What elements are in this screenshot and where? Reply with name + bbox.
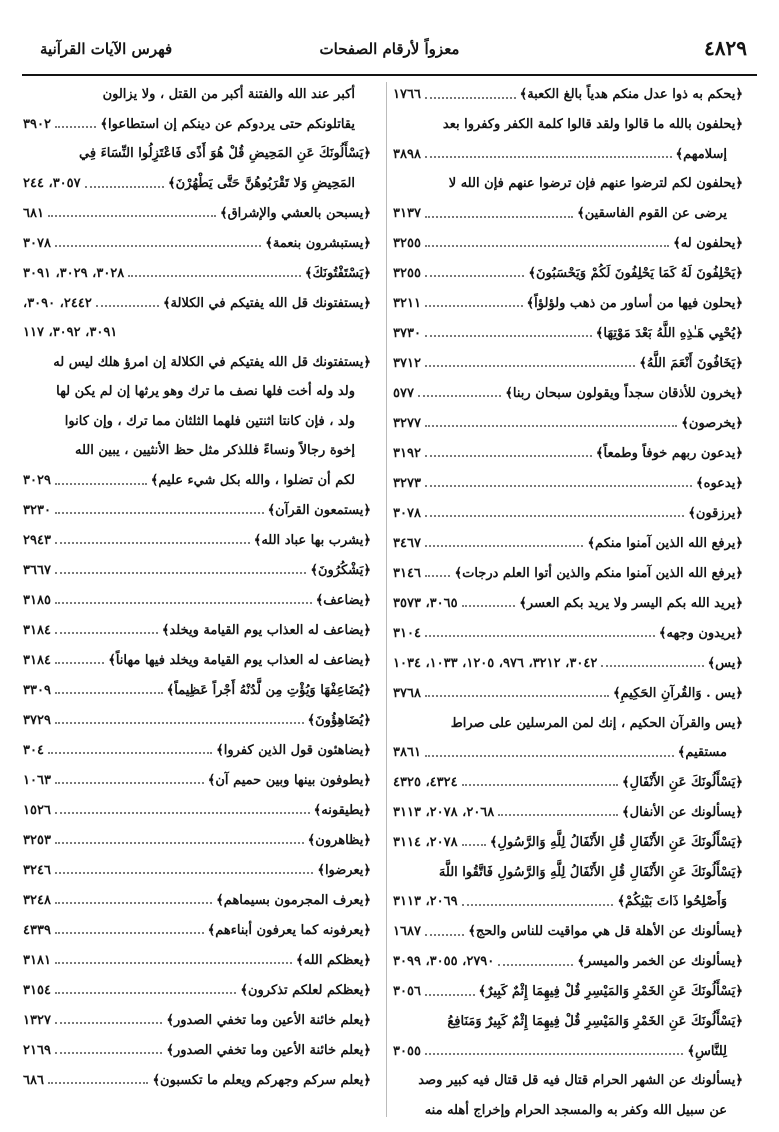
page-refs: ٣١٣٧	[393, 206, 421, 222]
entry-text: ﴿يظاهرون﴾	[307, 832, 371, 848]
page-refs: ٣٧٣٠	[393, 325, 421, 341]
entry-text: ﴿يطيقونه﴾	[313, 802, 371, 818]
index-entry	[23, 826, 371, 856]
index-entry	[393, 228, 743, 258]
page-refs: ٣١٤٦	[393, 565, 421, 581]
page-header	[22, 36, 757, 80]
entry-text: ﴿يس﴾	[707, 655, 743, 671]
entry-text: ﴿يَسْتَفْتُونَكَ﴾	[304, 265, 371, 281]
index-entry	[393, 947, 743, 977]
index-entry	[23, 586, 371, 616]
page-refs: ٢٩٤٣	[23, 532, 51, 548]
entry-line	[23, 198, 371, 228]
index-entry	[393, 318, 743, 348]
entry-line	[23, 110, 371, 140]
entry-line	[393, 738, 743, 768]
leader-dots	[85, 186, 164, 188]
entry-line	[393, 768, 743, 798]
leader-dots	[425, 635, 655, 637]
entry-line	[393, 618, 743, 648]
entry-text: ﴿يخرصون﴾	[681, 415, 743, 431]
entry-text: ﴿يضاعف﴾	[315, 592, 371, 608]
leader-dots	[425, 97, 516, 99]
leader-dots	[425, 305, 523, 307]
page-refs: ٣١٠٤	[393, 625, 421, 641]
page-refs: ٣٢٥٥	[393, 265, 421, 281]
entry-line	[393, 648, 743, 678]
index-entry	[393, 288, 743, 318]
page-refs: ٣٢٤٨	[23, 892, 51, 908]
page-refs: ٢١٦٩	[23, 1042, 51, 1058]
entry-line	[23, 706, 371, 736]
entry-line	[23, 826, 371, 856]
leader-dots	[418, 395, 501, 397]
entry-line	[23, 736, 371, 766]
leader-dots	[96, 305, 159, 307]
index-entry	[393, 678, 743, 708]
entry-text: ﴿يضاهئون قول الذين كفروا﴾	[216, 742, 371, 758]
entry-text: ﴿يعلم خائنة الأعين وما تخفي الصدور﴾	[166, 1042, 371, 1058]
entry-line	[393, 828, 743, 858]
index-entry	[393, 917, 743, 947]
entry-text: ﴿يضاعف له العذاب يوم القيامة ويخلد﴾	[161, 622, 371, 638]
leader-dots	[55, 602, 312, 604]
entry-text: ﴿يخرون للأذقان سجداً ويقولون سبحان ربنا﴾	[505, 385, 743, 401]
entry-text: ﴿يدعون ربهم خوفاً وطمعاً﴾	[595, 445, 743, 461]
page-refs-continued: ٣٠٩١، ٣٠٩٢، ١١٧	[23, 325, 118, 341]
entry-line	[393, 558, 743, 588]
index-entry	[23, 856, 371, 886]
page-refs: ٤٣٢٤، ٤٣٢٥	[393, 774, 458, 790]
entry-text-continued: إسلامهم﴾	[675, 146, 727, 162]
index-entry	[393, 169, 743, 228]
entry-text: ﴿يعلم خائنة الأعين وما تخفي الصدور﴾	[166, 1012, 371, 1028]
index-entry	[393, 648, 743, 678]
entry-line	[393, 228, 743, 258]
index-entry	[23, 288, 371, 347]
entry-text: ﴿يريدون وجهه﴾	[658, 625, 743, 641]
entry-text-continued: أكبر عند الله والفتنة أكبر من القتل ، ولا يزالون	[102, 87, 355, 102]
leader-dots	[55, 632, 158, 634]
page-refs: ٣٦٦٧	[23, 562, 51, 578]
entry-line	[393, 798, 743, 828]
page-refs: ٣١٥٤	[23, 982, 51, 998]
page-refs: ٣٠٤	[23, 742, 44, 758]
entry-line	[23, 169, 371, 199]
entry-text: ﴿يُضَاهِؤُونَ﴾	[307, 712, 371, 728]
page-refs: ٤٣٣٩	[23, 922, 51, 938]
entry-text: ﴿يحلفون له﴾	[673, 235, 743, 251]
page-refs: ٣٢١١	[393, 295, 421, 311]
entry-text: ﴿يرفع الله الذين آمنوا منكم﴾	[587, 535, 743, 551]
index-entry	[393, 798, 743, 828]
index-entry	[23, 139, 371, 198]
page-refs: ٣٢٧٣	[393, 475, 421, 491]
entry-line	[23, 766, 371, 796]
page-refs: ٣٨٦١	[393, 745, 421, 761]
entry-text: ﴿يسألونك عن الخمر والميسر﴾	[577, 954, 743, 970]
entry-text-continued: عن سبيل الله وكفر به والمسجد الحرام وإخراج أهله منه	[424, 1102, 727, 1118]
leader-dots	[55, 872, 313, 874]
index-entry	[393, 438, 743, 468]
page-refs: ٣٠٥٥	[393, 1043, 421, 1059]
entry-line	[393, 947, 743, 977]
index-entry	[393, 498, 743, 528]
page-refs: ٣١٨٥	[23, 592, 51, 608]
leader-dots	[55, 126, 96, 128]
entry-line	[23, 616, 371, 646]
index-entry	[393, 618, 743, 648]
entry-line	[23, 676, 371, 706]
page-refs: ١٧٦٦	[393, 87, 421, 103]
page-refs: ٦٨١	[23, 205, 44, 221]
entry-text: ﴿يستفتونك قل الله يفتيكم في الكلالة﴾	[162, 295, 371, 311]
leader-dots	[55, 842, 304, 844]
entry-text: ﴿يعرف المجرمون بسيماهم﴾	[216, 892, 371, 908]
leader-dots	[462, 605, 516, 607]
leader-dots	[55, 1022, 162, 1024]
page-refs: ٣٠٥٦	[393, 984, 421, 1000]
entry-text-continued: المَحِيضِ وَلا تَقْرَبُوهُنَّ حَتَّى يَطْهُرْنَ﴾	[168, 176, 355, 192]
entry-text: ﴿يدعوه﴾	[696, 475, 743, 491]
entry-text: ﴿يعظكم الله﴾	[296, 952, 371, 968]
page-refs: ٣٠٧٨	[393, 505, 421, 521]
entry-text: ﴿يعلم سركم وجهركم ويعلم ما تكسبون﴾	[152, 1072, 371, 1088]
leader-dots	[55, 542, 250, 544]
entry-line	[23, 1006, 371, 1036]
leader-dots	[425, 365, 635, 367]
index-entry	[23, 556, 371, 586]
leader-dots	[55, 962, 292, 964]
leader-dots	[425, 485, 692, 487]
entry-text: ﴿يَسْأَلُونَكَ عَنِ الخَمْرِ وَالمَيْسِرِ قُلْ فِيهِمَا إِثْمٌ كَبِيرٌ وَمَنَافِعُ	[447, 1014, 743, 1030]
page-refs: ٣١٨١	[23, 952, 51, 968]
entry-text: ﴿يَشْكُرُونَ﴾	[310, 562, 371, 578]
entry-text: ﴿يَسْأَلُونَكَ عَنِ الأَنْفَالِ قُلِ الأَنْفَالُ لِلَّهِ وَالرَّسُولِ فَاتَّقُوا اللَّهَ	[438, 864, 743, 880]
index-entry	[393, 348, 743, 378]
entry-text: ﴿يَسْأَلُونَكَ عَنِ الأَنْفَالِ قُلِ الأَنْفَالُ لِلَّهِ وَالرَّسُولِ﴾	[489, 834, 743, 850]
page-refs: ٣٠٥٧، ٢٤٤	[23, 176, 81, 192]
entry-line	[393, 318, 743, 348]
entry-text: ﴿يس والقرآن الحكيم ، إنك لمن المرسلين على صراط	[450, 715, 743, 731]
index-entry	[23, 80, 371, 139]
entry-text-continued: لِلنَّاسِ﴾	[687, 1043, 727, 1059]
index-entry	[23, 796, 371, 826]
entry-text: ﴿يريد الله بكم اليسر ولا يريد بكم العسر﴾	[519, 595, 743, 611]
leader-dots	[55, 782, 204, 784]
entry-line	[23, 1066, 371, 1096]
index-entry	[23, 736, 371, 766]
entry-text: ﴿يسألونك عن الأهلة قل هي مواقيت للناس والحج﴾	[468, 924, 743, 940]
leader-dots	[425, 245, 669, 247]
index-entry	[23, 348, 371, 496]
entry-line	[23, 318, 371, 348]
column-divider	[386, 82, 387, 1117]
entry-text: ﴿يسألونك عن الشهر الحرام قتال فيه قل قتال فيه كبير وصد	[418, 1073, 743, 1089]
leader-dots	[425, 156, 672, 158]
entry-line	[393, 288, 743, 318]
index-entry	[23, 1066, 371, 1096]
entry-text: ﴿يحكم به ذوا عدل منكم هدياً بالغ الكعبة﴾	[519, 87, 743, 103]
leader-dots	[462, 784, 618, 786]
page-number: ٤٨٢٩	[704, 36, 747, 60]
index-entry	[23, 198, 371, 228]
page-refs: ٣٩٠٢	[23, 116, 51, 132]
index-entry	[23, 706, 371, 736]
leader-dots	[425, 695, 609, 697]
leader-dots	[425, 1053, 683, 1055]
index-entry	[393, 468, 743, 498]
leader-dots	[425, 335, 592, 337]
entry-text: ﴿يحلفون لكم لترضوا عنهم فإن ترضوا عنهم فإن الله لا	[448, 176, 743, 192]
index-entry	[393, 828, 743, 858]
leader-dots	[425, 575, 451, 577]
entry-line	[23, 916, 371, 946]
index-entry	[393, 858, 743, 917]
page-refs: ١٥٢٦	[23, 802, 51, 818]
entry-line	[393, 977, 743, 1007]
entry-line	[23, 796, 371, 826]
index-entry	[23, 258, 371, 288]
leader-dots	[425, 216, 573, 218]
entry-line	[393, 468, 743, 498]
entry-text-continued: وَأَصْلِحُوا ذَاتَ بَيْنِكُمْ﴾	[617, 894, 727, 910]
leader-dots	[55, 812, 310, 814]
page-refs: ٢٠٦٩، ٣١١٣	[393, 894, 458, 910]
entry-text: ﴿يضاعف له العذاب يوم القيامة ويخلد فيها مهاناً﴾	[108, 652, 371, 668]
index-entry	[23, 496, 371, 526]
entry-line	[393, 887, 743, 917]
page-refs: ٦٨٦	[23, 1072, 44, 1088]
leader-dots	[425, 545, 584, 547]
entry-text-continued: ولد ، فإن كانتا اثنتين فلهما الثلثان مما ترك ، وإن كانوا	[64, 413, 355, 429]
header-index-title: فهرس الآيات القرآنية	[40, 40, 173, 58]
entry-text: ﴿يستبشرون بنعمة﴾	[265, 235, 371, 251]
entry-text: ﴿يحلون فيها من أساور من ذهب ولؤلؤاً﴾	[526, 295, 743, 311]
index-entry	[393, 977, 743, 1007]
index-entry	[393, 1066, 743, 1125]
leader-dots	[55, 992, 236, 994]
page-refs: ٢٠٦٨، ٢٠٧٨، ٣١١٣	[393, 804, 495, 820]
page-refs: ٣٧٢٩	[23, 712, 51, 728]
entry-text: ﴿يطوفون بينها وبين حميم آن﴾	[207, 772, 371, 788]
entry-line	[393, 408, 743, 438]
page-refs: ٣٢٤٦	[23, 862, 51, 878]
index-entry	[393, 408, 743, 438]
leader-dots	[425, 934, 464, 936]
entry-text-continued: إخوة رجالاً ونساءً فللذكر مثل حظ الأنثيين ، يبين الله	[75, 443, 355, 459]
page-refs: ٣١٩٢	[393, 445, 421, 461]
leader-dots	[48, 1082, 148, 1084]
entry-line	[393, 348, 743, 378]
entry-line	[393, 80, 743, 110]
entry-text: ﴿يَخَافُونَ أَنْعَمَ اللَّهُ﴾	[639, 355, 743, 371]
entry-text: ﴿يحلفون بالله ما قالوا ولقد قالوا كلمة الكفر وكفروا بعد	[442, 117, 743, 133]
header-center-title: معزواً لأرقام الصفحات	[319, 40, 460, 58]
leader-dots	[55, 662, 104, 664]
leader-dots	[462, 844, 486, 846]
leader-dots	[498, 964, 573, 966]
page-refs: ٣٤٦٧	[393, 535, 421, 551]
entry-text: ﴿يَسْأَلُونَكَ عَنِ المَحِيضِ قُلْ هُوَ أَذًى فَاعْتَزِلُوا النِّسَاءَ فِي	[79, 146, 371, 162]
page-refs: ١٦٨٧	[393, 924, 421, 940]
entry-text-continued: ولد وله أخت فلها نصف ما ترك وهو يرثها إن لم يكن لها	[56, 384, 355, 400]
page-refs: ١٠٦٣	[23, 772, 51, 788]
entry-text: ﴿يسبحن بالعشي والإشراق﴾	[219, 205, 371, 221]
page-refs: ٣٣٠٩	[23, 682, 51, 698]
leader-dots	[55, 483, 147, 485]
entry-text: ﴿يُضَاعِفْهَا وَيُؤْتِ مِن لَّدُنْهُ أَجْراً عَظِيماً﴾	[166, 682, 371, 698]
entry-text-continued: يقاتلونكم حتى يردوكم عن دينكم إن استطاعوا﴾	[100, 116, 355, 132]
entry-text: ﴿يرزقون﴾	[688, 505, 743, 521]
entry-text-continued: لكم أن تضلوا ، والله بكل شيء عليم﴾	[150, 473, 355, 489]
entry-text: ﴿يستمعون القرآن﴾	[267, 502, 371, 518]
index-entry	[393, 110, 743, 169]
entry-text: ﴿يَسْأَلُونَكَ عَنِ الأَنْفَالِ﴾	[622, 774, 743, 790]
left-column	[23, 80, 371, 1096]
page-refs: ٣٠٧٨	[23, 235, 51, 251]
entry-line	[393, 588, 743, 618]
leader-dots	[425, 994, 475, 996]
leader-dots	[55, 572, 306, 574]
leader-dots	[55, 722, 304, 724]
page-refs: ٣٠٤٢، ٣٢١٢، ٩٧٦، ١٢٠٥، ١٠٣٣، ١٠٣٤	[393, 655, 598, 671]
page-refs: ٣٨٩٨	[393, 146, 421, 162]
entry-line	[23, 496, 371, 526]
index-entry	[23, 1006, 371, 1036]
entry-line	[23, 466, 371, 496]
entry-line	[23, 586, 371, 616]
page-refs: ٣٠٢٨، ٣٠٢٩، ٣٠٩١	[23, 265, 125, 281]
entry-text: ﴿يعظكم لعلكم تذكرون﴾	[240, 982, 371, 998]
index-entry	[23, 886, 371, 916]
index-entry	[393, 378, 743, 408]
entry-text-continued: يرضى عن القوم الفاسقين﴾	[577, 206, 727, 222]
index-entry	[23, 526, 371, 556]
page-refs: ٣٧٦٨	[393, 685, 421, 701]
entry-text: ﴿يعرفونه كما يعرفون أبناءهم﴾	[207, 922, 371, 938]
leader-dots	[425, 755, 674, 757]
entry-line	[393, 199, 743, 229]
entry-line	[23, 976, 371, 1006]
index-entry	[23, 676, 371, 706]
index-entry	[23, 916, 371, 946]
entry-text: ﴿يَحْلِفُونَ لَهُ كَمَا يَحْلِفُونَ لَكُمْ وَيَحْسَبُونَ﴾	[528, 265, 743, 281]
entry-text: ﴿يسألونك عن الأنفال﴾	[622, 804, 743, 820]
leader-dots	[462, 904, 614, 906]
index-entry	[23, 946, 371, 976]
index-entry	[393, 558, 743, 588]
entry-line	[393, 378, 743, 408]
entry-line	[23, 556, 371, 586]
leader-dots	[128, 275, 301, 277]
entry-line	[23, 228, 371, 258]
index-entry	[393, 588, 743, 618]
entry-line	[23, 856, 371, 886]
index-entry	[393, 80, 743, 110]
leader-dots	[55, 245, 261, 247]
page-refs: ٣١٨٤	[23, 622, 51, 638]
page-refs: ٥٧٧	[393, 385, 414, 401]
index-entry	[393, 528, 743, 558]
page-refs: ٣٢٧٧	[393, 415, 421, 431]
entry-line	[23, 288, 371, 318]
entry-text: ﴿يُحْيِي هَـٰذِهِ اللَّهُ بَعْدَ مَوْتِهَا﴾	[595, 325, 743, 341]
entry-text: ﴿يعرضوا﴾	[317, 862, 371, 878]
entry-line	[393, 140, 743, 170]
index-entry	[393, 768, 743, 798]
entry-line	[393, 528, 743, 558]
index-entry	[23, 616, 371, 646]
entry-line	[23, 258, 371, 288]
index-entry	[23, 228, 371, 258]
entry-line	[23, 646, 371, 676]
leader-dots	[55, 932, 204, 934]
page-refs: ٢٧٩٠، ٣٠٥٥، ٣٠٩٩	[393, 954, 495, 970]
page-refs: ٣٢٥٥	[393, 235, 421, 251]
index-entry	[393, 708, 743, 767]
page-refs: ٣٢٥٣	[23, 832, 51, 848]
page-refs: ٢٤٤٢، ٣٠٩٠،	[23, 295, 92, 311]
entry-text-continued: مستقيم﴾	[677, 745, 727, 761]
leader-dots	[55, 692, 163, 694]
leader-dots	[425, 515, 684, 517]
leader-dots	[55, 512, 264, 514]
page-refs: ٢٠٧٨، ٣١١٤	[393, 834, 458, 850]
entry-line	[23, 1036, 371, 1066]
right-column	[393, 80, 743, 1125]
entry-line	[393, 258, 743, 288]
index-entry	[23, 976, 371, 1006]
entry-text: ﴿يستفتونك قل الله يفتيكم في الكلالة إن امرؤ هلك ليس له	[53, 354, 371, 370]
leader-dots	[48, 215, 216, 217]
entry-line	[23, 526, 371, 556]
entry-line	[393, 438, 743, 468]
page-refs: ٣٧١٢	[393, 355, 421, 371]
index-entry	[393, 258, 743, 288]
page-refs: ٣٠٢٩	[23, 473, 51, 489]
entry-text: ﴿يس . وَالقُرآنِ الحَكِيمِ﴾	[612, 685, 743, 701]
entry-line	[393, 917, 743, 947]
leader-dots	[425, 275, 524, 277]
entry-line	[23, 886, 371, 916]
page-refs: ٣١٨٤	[23, 652, 51, 668]
page-refs: ١٣٢٧	[23, 1012, 51, 1028]
entry-text: ﴿يشرب بها عباد الله﴾	[253, 532, 371, 548]
leader-dots	[498, 814, 618, 816]
entry-line	[393, 1036, 743, 1066]
page-refs: ٣٢٣٠	[23, 502, 51, 518]
entry-line	[23, 946, 371, 976]
leader-dots	[55, 1052, 162, 1054]
page-refs: ٣٠٦٥، ٣٥٧٣	[393, 595, 458, 611]
entry-text: ﴿يرفع الله الذين آمنوا منكم والذين أتوا العلم درجات﴾	[454, 565, 743, 581]
leader-dots	[48, 752, 212, 754]
leader-dots	[601, 665, 703, 667]
index-entry	[23, 646, 371, 676]
index-entry	[393, 1007, 743, 1066]
index-entry	[23, 766, 371, 796]
entry-line	[393, 678, 743, 708]
entry-line	[393, 498, 743, 528]
leader-dots	[425, 425, 677, 427]
entry-text: ﴿يَسْأَلُونَكَ عَنِ الخَمْرِ وَالمَيْسِرِ قُلْ فِيهِمَا إِثْمٌ كَبِيرٌ﴾	[478, 984, 743, 1000]
leader-dots	[425, 455, 592, 457]
leader-dots	[55, 902, 212, 904]
header-rule	[22, 74, 757, 76]
index-entry	[23, 1036, 371, 1066]
